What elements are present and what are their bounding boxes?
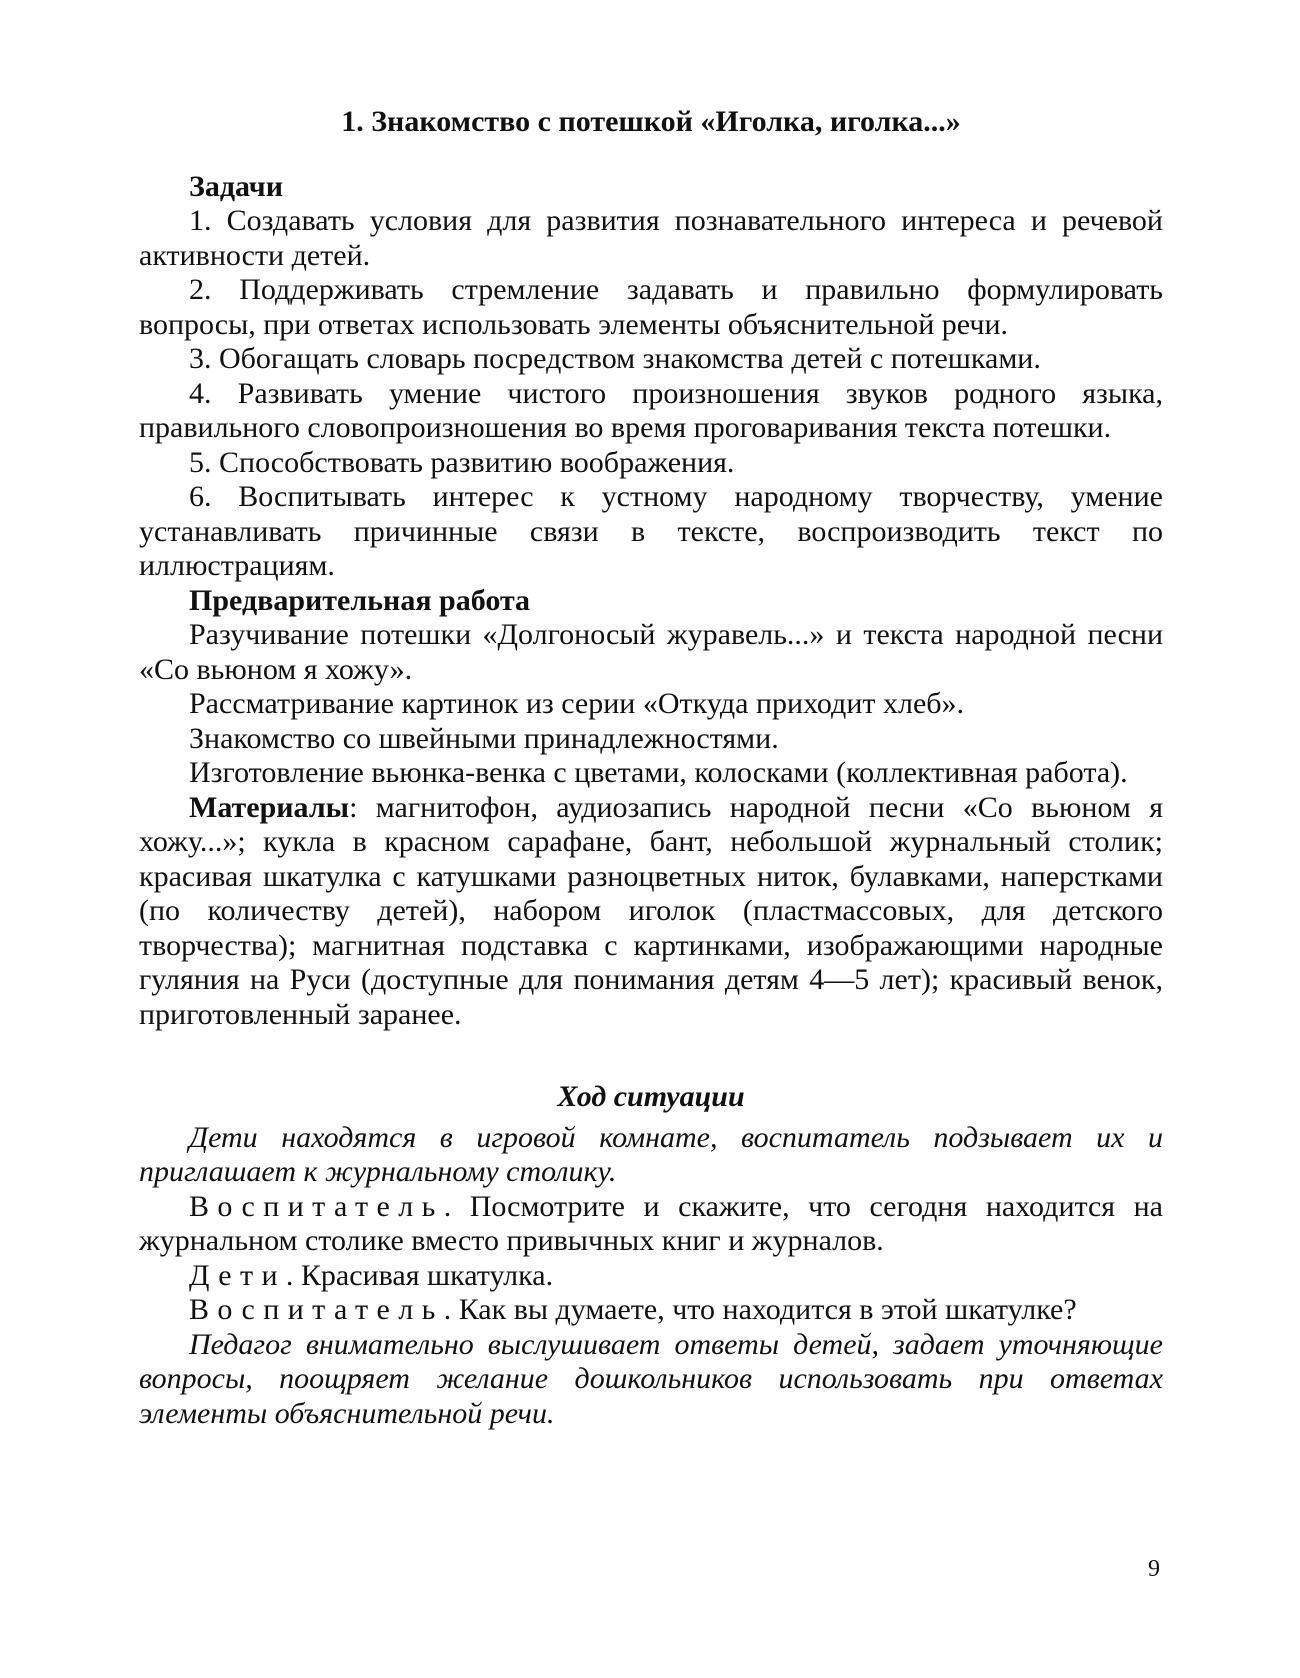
document-page: [139, 105, 1163, 1431]
task-item: 6. Воспитывать интерес к устному народному творчеству, умение устанавливать причинные связи в тексте, воспроизводить текст по иллюстрациям.: [139, 480, 1163, 582]
course-intro: Дети находятся в игровой комнате, воспитатель подзывает их и приглашает к журнальному столику.: [139, 1120, 1163, 1188]
speech-text: . Как вы думаете, что находится в этой шкатулке?: [443, 1293, 1077, 1326]
speaker-name: Воспитатель: [189, 1189, 444, 1223]
materials-label: Материалы: [189, 790, 350, 824]
preliminary-item: Знакомство со швейными принадлежностями.: [189, 721, 779, 755]
dialogue-line: [139, 1190, 1163, 1259]
tasks-heading: Задачи: [189, 169, 284, 203]
page-number: 9: [1148, 1556, 1160, 1582]
course-heading: Ход ситуации: [557, 1080, 745, 1113]
speech-text: . Посмотрите и скажите, что сегодня находится на журнальном столике вместо привычных книг и журналов.: [139, 1189, 1163, 1257]
materials-paragraph: [139, 791, 1163, 1033]
preliminary-heading: Предварительная работа: [189, 583, 531, 617]
preliminary-item: Разучивание потешки «Долгоносый журавель...» и текста народной песни «Со вьюном я хожу».: [139, 618, 1163, 686]
speaker-name: Дети: [189, 1258, 286, 1292]
dialogue-line: [139, 1293, 1163, 1328]
speaker-name: Воспитатель: [189, 1293, 444, 1326]
task-item: 1. Создавать условия для развития познавательного интереса и речевой активности детей.: [139, 204, 1163, 272]
section-title: 1. Знакомство с потешкой «Иголка, иголка...»: [341, 105, 961, 138]
task-item: 5. Способствовать развитию воображения.: [189, 445, 735, 479]
preliminary-item: Изготовление вьюнка-венка с цветами, колосками (коллективная работа).: [189, 756, 1128, 789]
preliminary-item: Рассматривание картинок из серии «Откуда приходит хлеб».: [189, 687, 965, 720]
speech-text: . Красивая шкатулка.: [285, 1258, 554, 1292]
task-item: 3. Обогащать словарь посредством знакомства детей с потешками.: [189, 342, 1041, 375]
materials-text: : магнитофон, аудиозапись народной песни «Со вьюном я хожу...»; кукла в красном сарафане, бант, небольшой журнальный столик; красивая шкатулка с катушками разноцветных ниток, булавками, наперстками (по количеству детей), набором иголок (пластмассовых, для детского творчества); магнитная подставка с картинками, изображающими народные гуляния на Руси (доступные для понимания детям 4—5 лет); красивый венок, приготовленный заранее.: [139, 790, 1163, 1031]
course-note: Педагог внимательно выслушивает ответы детей, задает уточняющие вопросы, поощряет желание дошкольников использовать при ответах элементы объяснительной речи.: [139, 1327, 1163, 1430]
dialogue-line: [139, 1259, 1163, 1294]
task-item: 2. Поддерживать стремление задавать и правильно формулировать вопросы, при ответах использовать элементы объяснительной речи.: [139, 273, 1163, 341]
task-item: 4. Развивать умение чистого произношения звуков родного языка, правильного словопроизношения во время проговаривания текста потешки.: [139, 376, 1163, 444]
